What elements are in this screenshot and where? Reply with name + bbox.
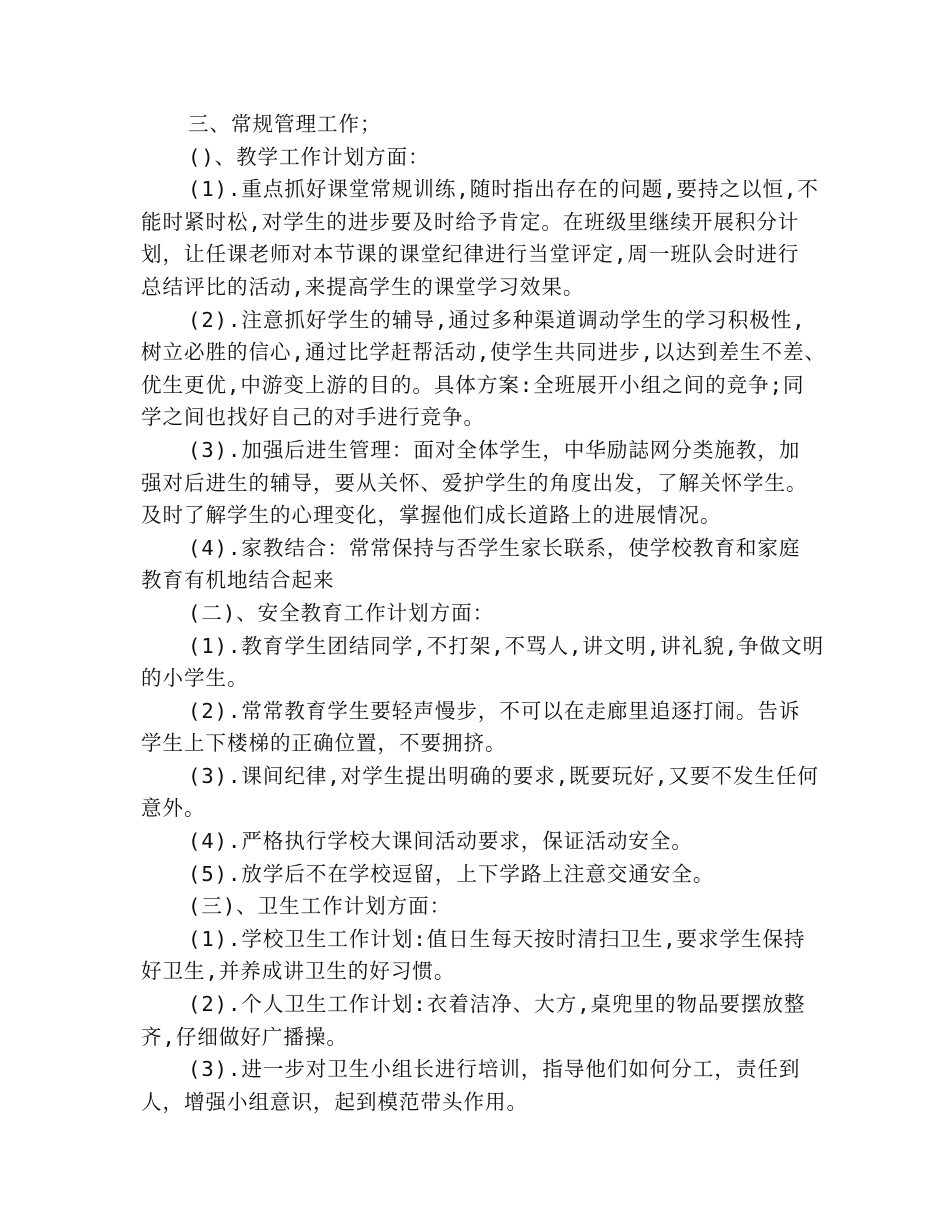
paragraph-safety-item-5 xyxy=(141,858,811,891)
text-line: (1).重点抓好课堂常规训练,随时指出存在的问题,要持之以恒,不 xyxy=(188,177,819,202)
text-line: (3).课间纪律,对学生提出明确的要求,既要玩好,又要不发生任何 xyxy=(188,763,819,788)
paragraph-teaching-item-2 xyxy=(141,304,827,434)
paragraph-safety-item-2 xyxy=(141,695,811,760)
text-line: (3).加强后进生管理：面对全体学生，中华励誌网分类施教，加 xyxy=(188,437,801,462)
paragraph-teaching-item-3 xyxy=(141,434,811,532)
text-line: (2).个人卫生工作计划:衣着洁净、大方,桌兜里的物品要摆放整 xyxy=(188,992,806,1017)
text-line: 能时紧时松,对学生的进步要及时给予肯定。在班级里继续开展积分计 xyxy=(141,209,800,234)
paragraph-hygiene-item-1 xyxy=(141,923,811,988)
text-line: 划，让任课老师对本节课的课堂纪律进行当堂评定,周一班队会时进行 xyxy=(141,242,800,267)
text-line: 齐,仔细做好广播操。 xyxy=(141,1024,348,1049)
text-line: 及时了解学生的心理变化，掌握他们成长道路上的进展情况。 xyxy=(141,503,722,528)
text-line: (2).注意抓好学生的辅导,通过多种渠道调动学生的学习积极性, xyxy=(188,307,806,332)
paragraph-teaching-item-1 xyxy=(141,173,819,303)
paragraph-safety-item-1 xyxy=(141,630,825,695)
subsection-heading-safety xyxy=(141,597,811,630)
text-line: 学之间也找好自己的对手进行竞争。 xyxy=(141,405,485,430)
text-line: (三)、卫生工作计划方面： xyxy=(188,894,452,919)
text-line: 强对后进生的辅导，要从关怀、爱护学生的角度出发，了解关怀学生。 xyxy=(141,470,808,495)
text-line: (2).常常教育学生要轻声慢步，不可以在走廊里追逐打闹。告诉 xyxy=(188,698,801,723)
paragraph-hygiene-item-2 xyxy=(141,988,811,1053)
subsection-heading-teaching xyxy=(141,141,811,174)
paragraph-teaching-item-4 xyxy=(141,532,811,597)
section-heading-routine-management xyxy=(141,108,811,141)
text-line: 三、常规管理工作； xyxy=(188,112,382,136)
text-line: 好卫生,并养成讲卫生的好习惯。 xyxy=(141,959,456,984)
text-line: (4).严格执行学校大课间活动要求，保证活动安全。 xyxy=(188,829,693,854)
text-line: (5).放学后不在学校逗留，上下学路上注意交通安全。 xyxy=(188,861,715,886)
text-line: ()、教学工作计划方面： xyxy=(188,144,430,169)
text-line: (二)、安全教育工作计划方面： xyxy=(188,600,495,625)
text-line: (4).家教结合：常常保持与否学生家长联系，使学校教育和家庭 xyxy=(188,535,801,560)
text-line: (1).学校卫生工作计划:值日生每天按时清扫卫生,要求学生保持 xyxy=(188,926,806,951)
text-line: 优生更优,中游变上游的目的。具体方案:全班展开小组之间的竞争;同 xyxy=(141,372,805,397)
text-line: 总结评比的活动,来提高学生的课堂学习效果。 xyxy=(141,274,585,299)
text-line: 的小学生。 xyxy=(141,666,249,691)
document-body xyxy=(141,108,827,1118)
paragraph-hygiene-item-3 xyxy=(141,1053,811,1118)
subsection-heading-hygiene xyxy=(141,890,811,923)
paragraph-safety-item-4 xyxy=(141,825,811,858)
text-line: 教育有机地结合起来 xyxy=(141,568,335,593)
text-line: (3).进一步对卫生小组长进行培训，指导他们如何分工，责任到 xyxy=(188,1057,801,1082)
text-line: 人，增强小组意识，起到模范带头作用。 xyxy=(141,1089,528,1114)
text-line: 学生上下楼梯的正确位置，不要拥挤。 xyxy=(141,731,507,756)
text-line: 意外。 xyxy=(141,796,206,821)
paragraph-safety-item-3 xyxy=(141,760,819,825)
text-line: (1).教育学生团结同学,不打架,不骂人,讲文明,讲礼貌,争做文明 xyxy=(188,633,825,658)
text-line: 树立必胜的信心,通过比学赶帮活动,使学生共同进步,以达到差生不差、 xyxy=(141,340,827,365)
